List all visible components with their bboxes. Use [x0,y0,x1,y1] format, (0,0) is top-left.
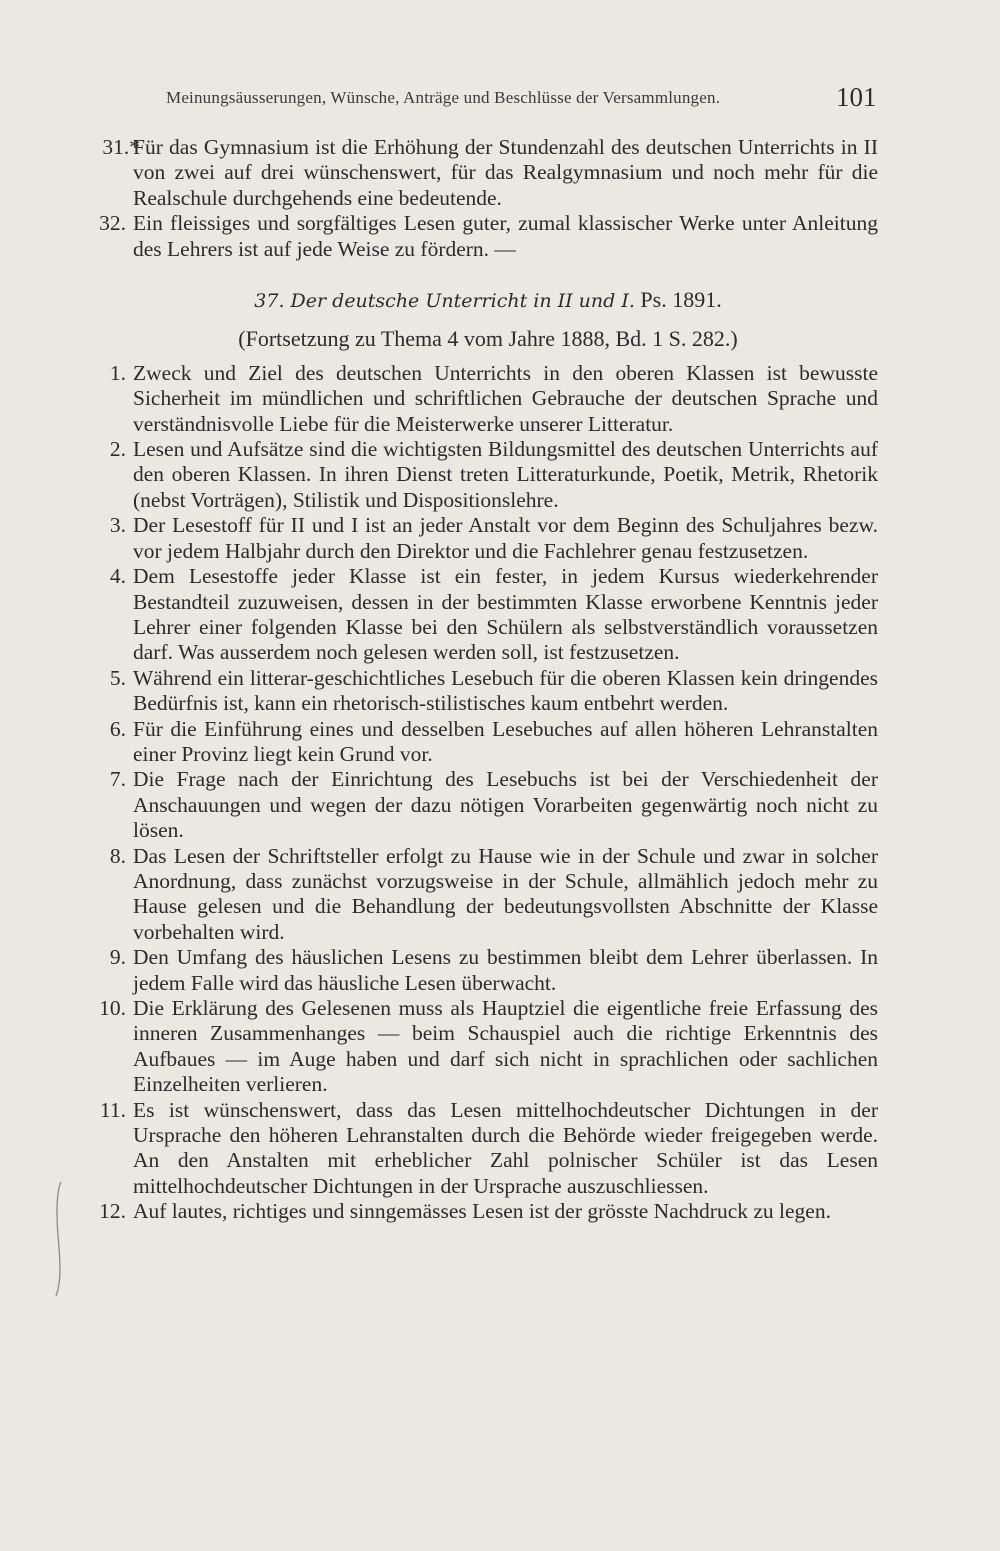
item-number: 4. [109,564,126,589]
item-number: 12. [99,1199,126,1224]
item-text: Die Erklärung des Gelesenen muss als Hauptziel die eigentliche freie Erfassung des inneren Zusammenhanges — beim Schauspiel auch die richtige Erkenntnis des Aufbaues — im Auge haben und darf sich nicht in sprachlichen oder sachlichen Einzelheiten verlieren. [133,996,878,1097]
section-title-italic: 37. Der deutsche Unterricht in II und I. [254,290,635,313]
item-number: 3. [109,513,126,538]
list-item [78,767,878,843]
list-item [78,211,878,262]
item-number: 1. [109,360,126,385]
section-title-tail: Ps. 1891. [640,287,722,313]
item-text: Für das Gymnasium ist die Erhöhung der Stundenzahl des deutschen Unterrichts in II von zwei auf drei wünschenswert, für das Realgymnasium und noch mehr für die Realschule durchgehends eine bedeutende. [133,135,878,210]
item-text: Das Lesen der Schriftsteller erfolgt zu Hause wie in der Schule und zwar in solcher Anordnung, dass zunächst vorzugsweise in der Schule, allmählich jedoch mehr zu Hause gelesen und die Behandlung der bedeutungsvollsten Abschnitte der Klasse vorbehalten wird. [133,843,878,944]
body-text [78,135,878,1225]
item-text: Auf lautes, richtiges und sinngemässes Lesen ist der grösste Nachdruck zu legen. [133,1199,831,1224]
item-text: Dem Lesestoffe jeder Klasse ist ein fester, in jedem Kursus wiederkehrender Bestandteil zuzuweisen, dessen in der bestimmten Klasse erworbene Kenntnis jeder Lehrer einer folgenden Klasse bei den Schülern als selbstverständlich voraussetzen darf. Was ausserdem noch gelesen werden soll, ist festzusetzen. [133,564,878,665]
item-text: Zweck und Ziel des deutschen Unterrichts in den oberen Klassen ist bewusste Sicherheit im mündlichen und schriftlichen Gebrauche der deutschen Sprache und verständnisvolle Liebe für die Meisterwerke unserer Litteratur. [133,360,878,436]
list-item [78,1199,878,1224]
margin-pencil-mark [52,1180,70,1298]
list-item [78,844,878,946]
list-item [78,1098,878,1200]
list-item [78,717,878,768]
list-item [78,513,878,564]
item-text: Der Lesestoff für II und I ist an jeder Anstalt vor dem Beginn des Schuljahres bezw. vor jedem Halbjahr durch den Direktor und die Fachlehrer genau festzusetzen. [133,513,878,563]
item-number: 31.* [102,135,140,159]
item-number: 7. [109,767,126,792]
item-number: 5. [109,665,126,690]
item-number: 8. [109,843,126,868]
list-item [78,564,878,666]
running-header: Meinungsäusserungen, Wünsche, Anträge und Beschlüsse der Versammlungen. [166,88,721,107]
list-item [78,361,878,437]
list-item [78,945,878,996]
list-item [78,666,878,717]
item-number: 2. [109,437,126,462]
item-number: 9. [109,945,126,970]
item-text: Ein fleissiges und sorgfältiges Lesen guter, zumal klassischer Werke unter Anleitung des Lehrers ist auf jede Weise zu fördern. — [133,211,878,261]
item-number: 6. [109,716,126,741]
item-text: Den Umfang des häuslichen Lesens zu bestimmen bleibt dem Lehrer überlassen. In jedem Falle wird das häusliche Lesen überwacht. [133,945,878,995]
item-number: 11. [99,1097,126,1122]
item-text: Die Frage nach der Einrichtung des Lesebuchs ist bei der Verschiedenheit der Anschauungen und wegen der dazu nötigen Vorarbeiten gegenwärtig noch nicht zu lösen. [133,767,878,843]
item-number: 32. [99,211,126,236]
section-subtitle: (Fortsetzung zu Thema 4 vom Jahre 1888, Bd. 1 S. 282.) [238,326,738,352]
section-title [78,287,878,314]
item-number: 10. [99,996,126,1020]
item-text: Während ein litterar-geschichtliches Lesebuch für die oberen Klassen kein dringendes Bedürfnis ist, kann ein rhetorisch-stilistisches kaum entbehrt werden. [133,665,878,716]
item-text: Für die Einführung eines und desselben Lesebuches auf allen höheren Lehranstalten einer Provinz liegt kein Grund vor. [133,716,878,766]
item-text: Es ist wünschenswert, dass das Lesen mittelhochdeutscher Dichtungen in der Ursprache den höheren Lehranstalten durch die Behörde wieder freigegeben werde. An den Anstalten mit erheblicher Zahl polnischer Schüler ist das Lesen mittelhochdeutscher Dichtungen in der Ursprache auszuschliessen. [133,1097,878,1198]
list-item [78,996,878,1098]
list-item [78,437,878,513]
list-item [78,135,878,211]
item-text: Lesen und Aufsätze sind die wichtigsten Bildungsmittel des deutschen Unterrichts auf den oberen Klassen. In ihren Dienst treten Litteraturkunde, Poetik, Metrik, Rhetorik (nebst Vorträgen), Stilistik und Dispositionslehre. [133,437,878,512]
page-number: 101 [836,82,877,112]
